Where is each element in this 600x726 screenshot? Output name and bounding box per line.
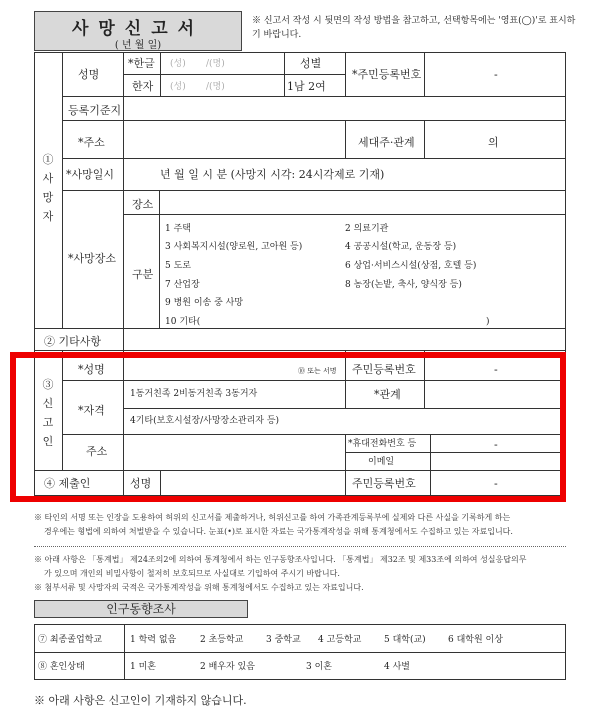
section-deceased-label: ①사망자 [42,153,54,223]
hangul-label: *한글 [128,57,155,70]
household-field[interactable]: 의 [488,136,499,149]
hangul-given-field[interactable]: /(명) [206,59,225,69]
gender-label: 성별 [300,57,322,70]
form-date-line: ( 년 월 일) [114,40,162,51]
note-2a: ※ 아래 사항은 「통계법」 제24조의2에 의하여 통계청에서 하는 인구동향조사입니다. 「통계법」 제32조 및 제33조에 의하여 성실응답의무 [34,555,527,564]
marital-opt-2[interactable]: 2 배우자 있음 [200,662,255,672]
place-sub-label: 장소 [132,198,154,211]
place-type-9[interactable]: 9 병원 이송 중 사망 [165,298,244,308]
other-label: ② 기타사항 [44,335,102,348]
phone-field[interactable]: - [494,438,498,451]
education-opt-3[interactable]: 3 중학교 [266,635,301,645]
gender-options[interactable]: 1남 2여 [287,80,326,93]
place-type-8[interactable]: 8 농장(논밭, 축사, 양식장 등) [345,280,462,290]
submitter-rrn-label: 주민등록번호 [352,477,416,490]
marital-opt-3[interactable]: 3 이혼 [306,662,332,672]
reporter-highlight-box [10,352,566,502]
footer-note: ※ 아래 사항은 신고인이 기재하지 않습니다. [34,694,247,707]
reporter-address-label: 주소 [86,445,108,458]
instruction-text: ※ 신고서 작성 시 뒷면의 작성 방법을 참고하고, 선택항목에는 '영표(◯)'로 표시하기 바랍니다. [252,16,576,40]
education-opt-5[interactable]: 5 대학(교) [384,635,426,645]
education-opt-6[interactable]: 6 대학원 이상 [448,635,503,645]
qualification-label: *자격 [78,404,105,417]
place-type-5[interactable]: 5 도로 [165,261,191,271]
qualification-options-1[interactable]: 1동거친족 2비동거친족 3동거자 [130,389,258,399]
education-opt-2[interactable]: 2 초등학교 [200,635,244,645]
note-3: ※ 첨부서류 및 사망자의 국적은 국가통계작성을 위해 통계청에서도 수집하고 있는 자료입니다. [34,583,364,592]
education-label: ⑦ 최종졸업학교 [38,635,103,645]
form-title: 사망신고서 [71,19,205,39]
registry-label: 등록기준지 [68,104,122,117]
email-label: 이메일 [368,457,395,467]
reporter-rrn-field[interactable]: - [494,363,498,376]
sign-label: ⑩ 또는 서명 [298,367,337,375]
death-place-label: *사망장소 [68,252,117,265]
place-type-2[interactable]: 2 의료기관 [345,224,389,234]
marital-opt-1[interactable]: 1 미혼 [130,662,156,672]
place-type-4[interactable]: 4 공공시설(학교, 운동장 등) [345,242,457,252]
submitter-name-label: 성명 [130,477,152,490]
marital-opt-4[interactable]: 4 사별 [384,662,410,672]
note-2b: 가 있으며 개인의 비밀사항이 철저히 보호되므로 사실대로 기입하여 주시기 바랍니다. [44,569,340,578]
relation-label: *관계 [374,388,401,401]
place-type-6[interactable]: 6 상업·서비스시설(상점, 호텔 등) [345,261,477,271]
place-type-7[interactable]: 7 산업장 [165,280,200,290]
place-type-10[interactable]: 10 기타( [165,317,201,327]
name-label: 성명 [78,68,100,81]
form-title-box [34,11,242,51]
hanja-given-field[interactable]: /(명) [206,82,225,92]
place-type-label: 구분 [132,268,154,281]
submitter-rrn-field[interactable]: - [494,477,498,490]
deceased-rrn-label: *주민등록번호 [352,68,422,81]
qualification-options-2[interactable]: 4기타(보호시설장/사망장소관리자 등) [130,416,280,426]
place-type-close: ) [486,317,490,327]
deceased-rrn-field[interactable]: - [494,68,498,81]
place-type-1[interactable]: 1 주택 [165,224,191,234]
marital-label: ⑧ 혼인상태 [38,662,85,672]
section-reporter-label: ③신고인 [42,378,54,448]
hanja-surname-field[interactable]: (성) [170,82,186,92]
reporter-rrn-label: 주민등록번호 [352,363,416,376]
reporter-name-label: *성명 [78,363,105,376]
place-type-3[interactable]: 3 사회복지시설(양로원, 고아원 등) [165,242,303,252]
note-1b: 경우에는 형법에 의하여 처벌받을 수 있습니다. 눈표(•)로 표시한 자료는 국가통계작성을 위해 통계청에서도 수집하고 있는 자료입니다. [44,527,513,536]
hangul-surname-field[interactable]: (성) [170,59,186,69]
survey-title: 인구동향조사 [34,600,248,618]
hanja-label: 한자 [132,80,154,93]
death-datetime-field[interactable]: 년 월 일 시 분 (사망지 시각: 24시각제로 기재) [160,168,385,181]
phone-label: *휴대전화번호 등 [348,439,417,449]
education-opt-4[interactable]: 4 고등학교 [318,635,362,645]
submitter-label: ④ 제출인 [44,477,91,490]
education-opt-1[interactable]: 1 학력 없음 [130,635,177,645]
death-datetime-label: *사망일시 [66,168,115,181]
household-label: 세대주·관계 [358,136,415,149]
deceased-address-label: *주소 [78,136,105,149]
note-1a: ※ 타인의 서명 또는 인장을 도용하여 허위의 신고서를 제출하거나, 허위신고를 하여 가족관계등록부에 실제와 다른 사실을 기록하게 하는 [34,513,511,522]
